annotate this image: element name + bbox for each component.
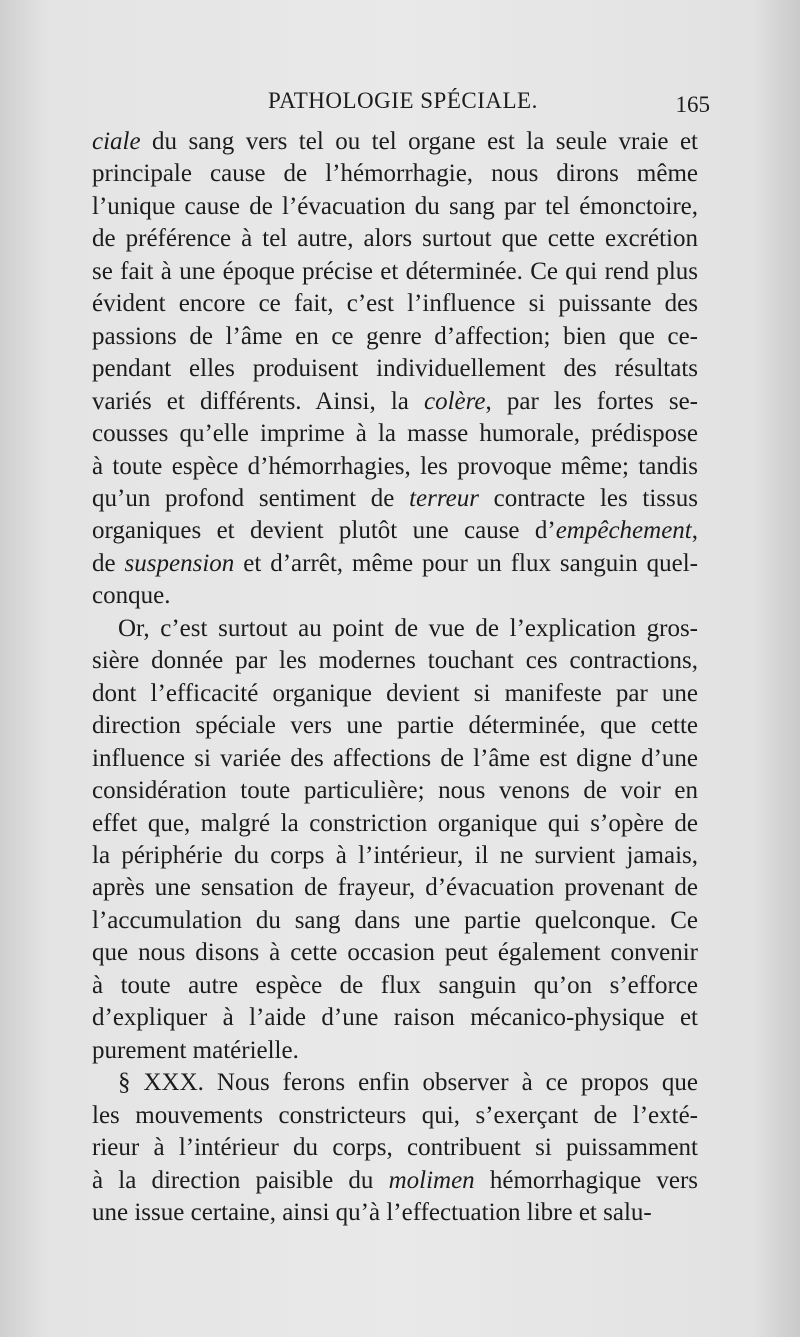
text-line [92, 840, 698, 872]
text-run: direction spéciale vers une partie déterminée, que cette [92, 712, 698, 740]
text-run: influence si variée des affections de l’âme est digne d’une [92, 744, 698, 772]
text-line [92, 353, 698, 385]
text-run: de préférence à tel autre, alors surtout que cette excrétion [92, 225, 698, 253]
text-line [92, 808, 698, 840]
text-run: Or, c’est surtout au point de vue de l’explication gros- [118, 614, 698, 642]
text-line [92, 1035, 698, 1067]
text-run: passions de l’âme en ce genre d’affection; bien que ce- [92, 322, 698, 350]
italic-text: colère [423, 387, 486, 415]
text-line [92, 386, 698, 418]
text-run: de [92, 549, 125, 577]
text-line [92, 678, 698, 710]
text-run: qu’un profond sentiment de [92, 484, 410, 512]
text-run: contracte les tissus [478, 484, 699, 512]
text-line [92, 126, 698, 158]
text-run: évident encore ce fait, c’est l’influence si puissante des [92, 290, 698, 318]
text-run: cousses qu’elle imprime à la masse humorale, prédispose [92, 420, 698, 448]
italic-text: terreur [409, 484, 479, 512]
running-header [90, 88, 710, 124]
text-run: conque. [92, 582, 171, 610]
text-line [92, 483, 698, 515]
text-run: organiques et devient plutôt une cause d’ [92, 517, 556, 545]
text-line [92, 1132, 698, 1164]
text-line [92, 743, 698, 775]
text-line [92, 580, 698, 612]
text-run: principale cause de l’hémorrhagie, nous dirons même [92, 160, 698, 188]
text-run: se fait à une époque précise et déterminée. Ce qui rend plus [92, 257, 698, 285]
text-run: l’unique cause de l’évacuation du sang par tel émonctoire, [92, 192, 698, 220]
text-run: considération toute particulière; nous venons de voir en [92, 777, 698, 805]
text-line [92, 321, 698, 353]
text-run: hémorrhagique vers [474, 1166, 698, 1194]
text-run: , par les fortes se- [485, 387, 698, 415]
text-line [92, 645, 698, 677]
text-line [92, 775, 698, 807]
text-line [92, 288, 698, 320]
text-line [92, 548, 698, 580]
text-run: à toute autre espèce de flux sanguin qu’on s’efforce [92, 971, 698, 999]
text-line [92, 515, 698, 547]
text-line [92, 872, 698, 904]
italic-text: ciale [92, 128, 141, 155]
text-line [92, 937, 698, 969]
text-line [92, 613, 698, 645]
text-run: § XXX. Nous ferons enfin observer à ce propos que [118, 1069, 698, 1097]
text-run: pendant elles produisent individuellement des résultats [92, 355, 698, 383]
text-line [92, 1165, 698, 1197]
text-run: d’expliquer à l’aide d’une raison mécanico-physique et [92, 1004, 698, 1032]
text-run: variés et différents. Ainsi, la [92, 387, 424, 415]
text-run: à toute espèce d’hémorrhagies, les provoque même; tandis [92, 452, 698, 480]
text-line [92, 710, 698, 742]
text-line [92, 418, 698, 450]
text-run: du sang vers tel ou tel organe est la seule vraie et [140, 128, 698, 155]
body-text [92, 126, 698, 1229]
text-line [92, 191, 698, 223]
running-title: PATHOLOGIE SPÉCIALE. [268, 88, 538, 113]
text-line [92, 158, 698, 190]
text-line [92, 451, 698, 483]
text-line [92, 1067, 698, 1099]
text-line [92, 1197, 698, 1229]
text-run: la périphérie du corps à l’intérieur, il ne survient jamais, [92, 841, 698, 869]
text-line [92, 1100, 698, 1132]
text-run: et d’arrêt, même pour un flux sanguin quel- [234, 549, 698, 577]
text-run: l’accumulation du sang dans une partie quelconque. Ce [92, 906, 698, 934]
italic-text: empêchement [555, 517, 692, 545]
text-run: à la direction paisible du [92, 1166, 389, 1194]
italic-text: suspension [124, 549, 235, 577]
text-line [92, 223, 698, 255]
text-run: purement matérielle. [92, 1036, 299, 1064]
text-run: que nous disons à cette occasion peut également convenir [92, 939, 698, 967]
text-run: les mouvements constricteurs qui, s’exerçant de l’exté- [92, 1101, 698, 1129]
text-line [92, 970, 698, 1002]
text-line [92, 1002, 698, 1034]
text-run: sière donnée par les modernes touchant ces contractions, [92, 647, 698, 675]
text-run: rieur à l’intérieur du corps, contribuent si puissamment [92, 1134, 698, 1162]
text-run: après une sensation de frayeur, d’évacuation provenant de [92, 874, 698, 902]
text-line [92, 905, 698, 937]
text-run: effet que, malgré la constriction organique qui s’opère de [92, 809, 698, 837]
italic-text: molimen [388, 1166, 475, 1194]
text-run: , [691, 517, 698, 545]
page-number: 165 [675, 92, 710, 117]
text-run: une issue certaine, ainsi qu’à l’effectuation libre et salu- [92, 1198, 652, 1226]
text-run: dont l’efficacité organique devient si manifeste par une [92, 679, 698, 707]
text-line [92, 256, 698, 288]
